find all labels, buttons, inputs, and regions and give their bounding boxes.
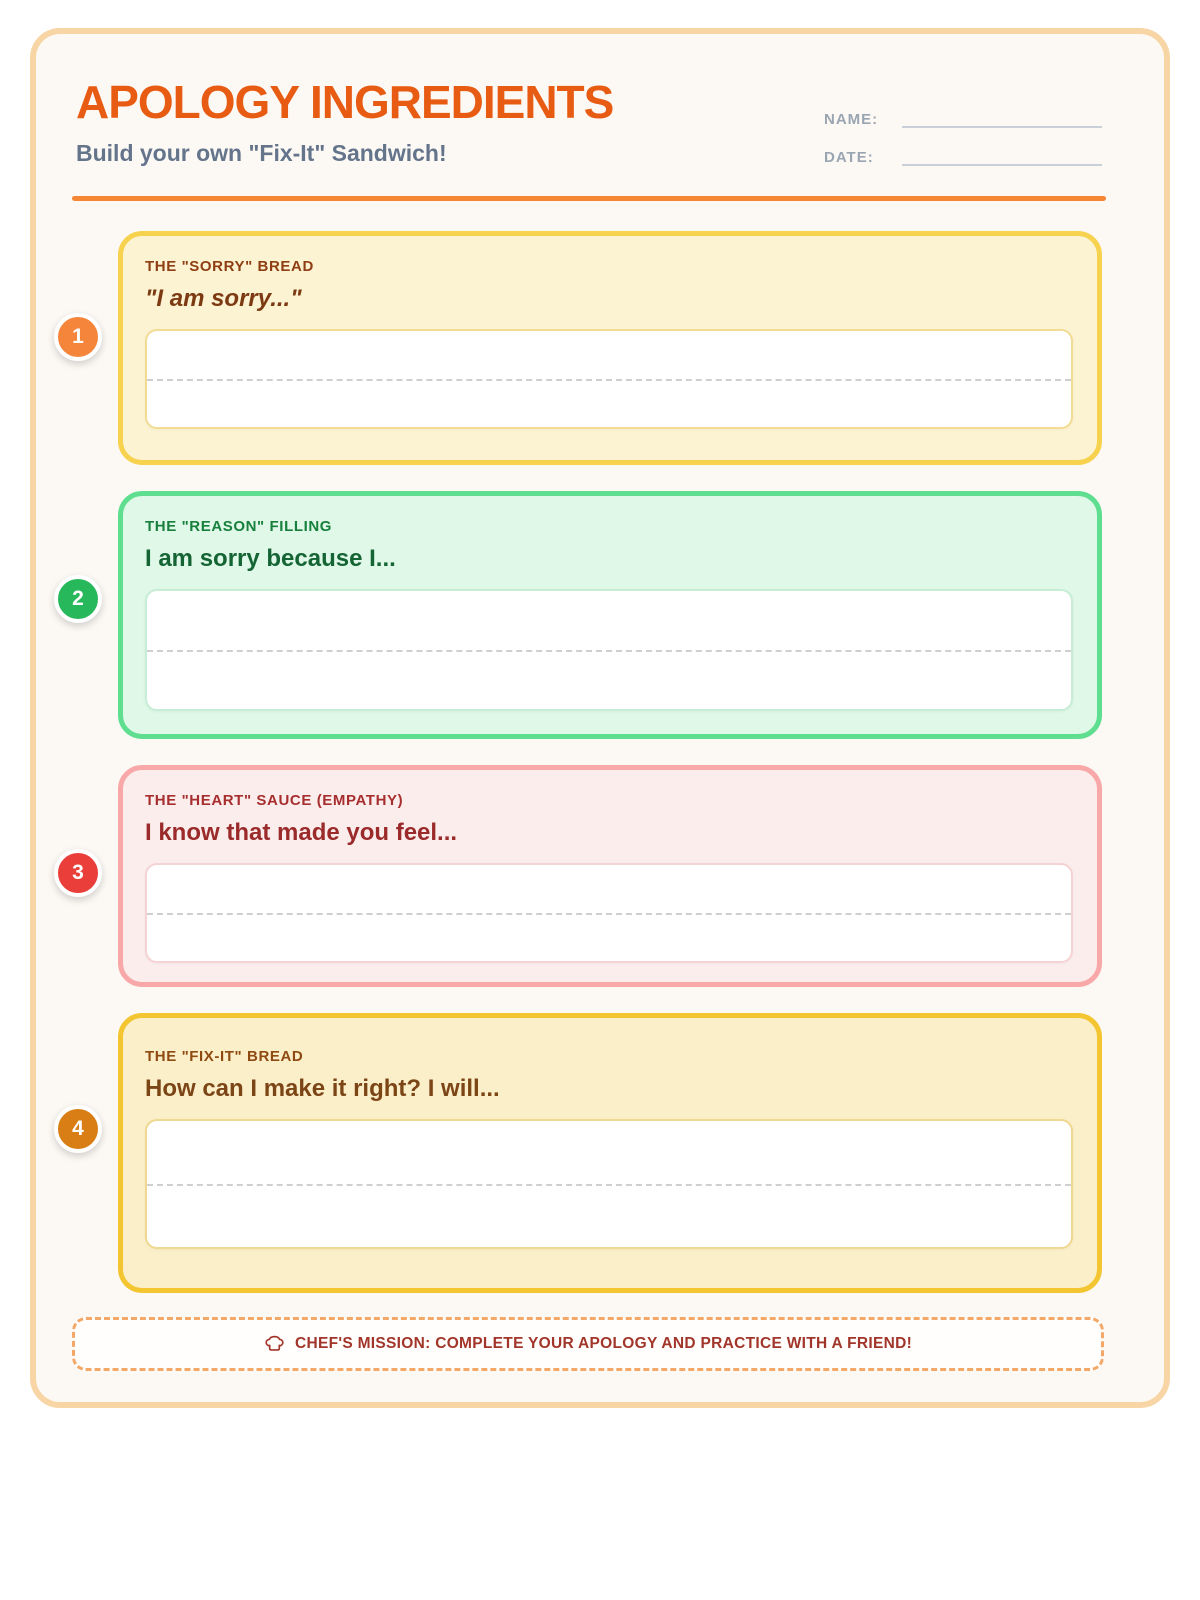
chef-hat-icon [264, 1334, 285, 1355]
section-reason-filling [118, 491, 1102, 739]
mission-text: CHEF'S MISSION: COMPLETE YOUR APOLOGY AND PRACTICE WITH A FRIEND! [294, 1335, 913, 1352]
name-row [824, 104, 1102, 128]
chefs-mission-banner [72, 1317, 1104, 1371]
name-label: NAME: [824, 111, 879, 128]
section-heading: THE "SORRY" BREAD [145, 258, 314, 275]
section-heading: THE "REASON" FILLING [145, 518, 333, 535]
fix-it-writing-area[interactable] [145, 1119, 1073, 1249]
header-divider [72, 196, 1106, 201]
writing-guide-line [147, 913, 1071, 915]
reason-writing-area[interactable] [145, 589, 1073, 711]
date-label: DATE: [824, 149, 874, 166]
section-heart-sauce [118, 765, 1102, 987]
empathy-writing-area[interactable] [145, 863, 1073, 963]
writing-guide-line [147, 650, 1071, 652]
sorry-writing-area[interactable] [145, 329, 1073, 429]
step-badge-2: 2 [54, 575, 102, 623]
section-heading: THE "FIX-IT" BREAD [145, 1048, 304, 1065]
title-block [76, 78, 613, 180]
section-sorry-bread [118, 231, 1102, 465]
section-heading: THE "HEART" SAUCE (EMPATHY) [145, 792, 404, 809]
name-input[interactable] [902, 104, 1102, 128]
worksheet-card [30, 28, 1170, 1408]
section-prompt: I am sorry because I... [145, 545, 396, 572]
step-badge-4: 4 [54, 1105, 102, 1153]
section-prompt: I know that made you feel... [145, 819, 458, 846]
writing-guide-line [147, 379, 1071, 381]
date-row [824, 142, 1102, 166]
name-date-block [824, 104, 1102, 180]
date-input[interactable] [902, 142, 1102, 166]
writing-guide-line [147, 1184, 1071, 1186]
section-fix-it-bread [118, 1013, 1102, 1293]
page-subtitle: Build your own "Fix-It" Sandwich! [76, 140, 447, 167]
header [76, 78, 1102, 180]
page-title: APOLOGY INGREDIENTS [76, 76, 614, 128]
section-prompt: How can I make it right? I will... [145, 1075, 500, 1102]
section-prompt: "I am sorry..." [145, 285, 302, 312]
step-badge-3: 3 [54, 849, 102, 897]
step-badge-1: 1 [54, 313, 102, 361]
